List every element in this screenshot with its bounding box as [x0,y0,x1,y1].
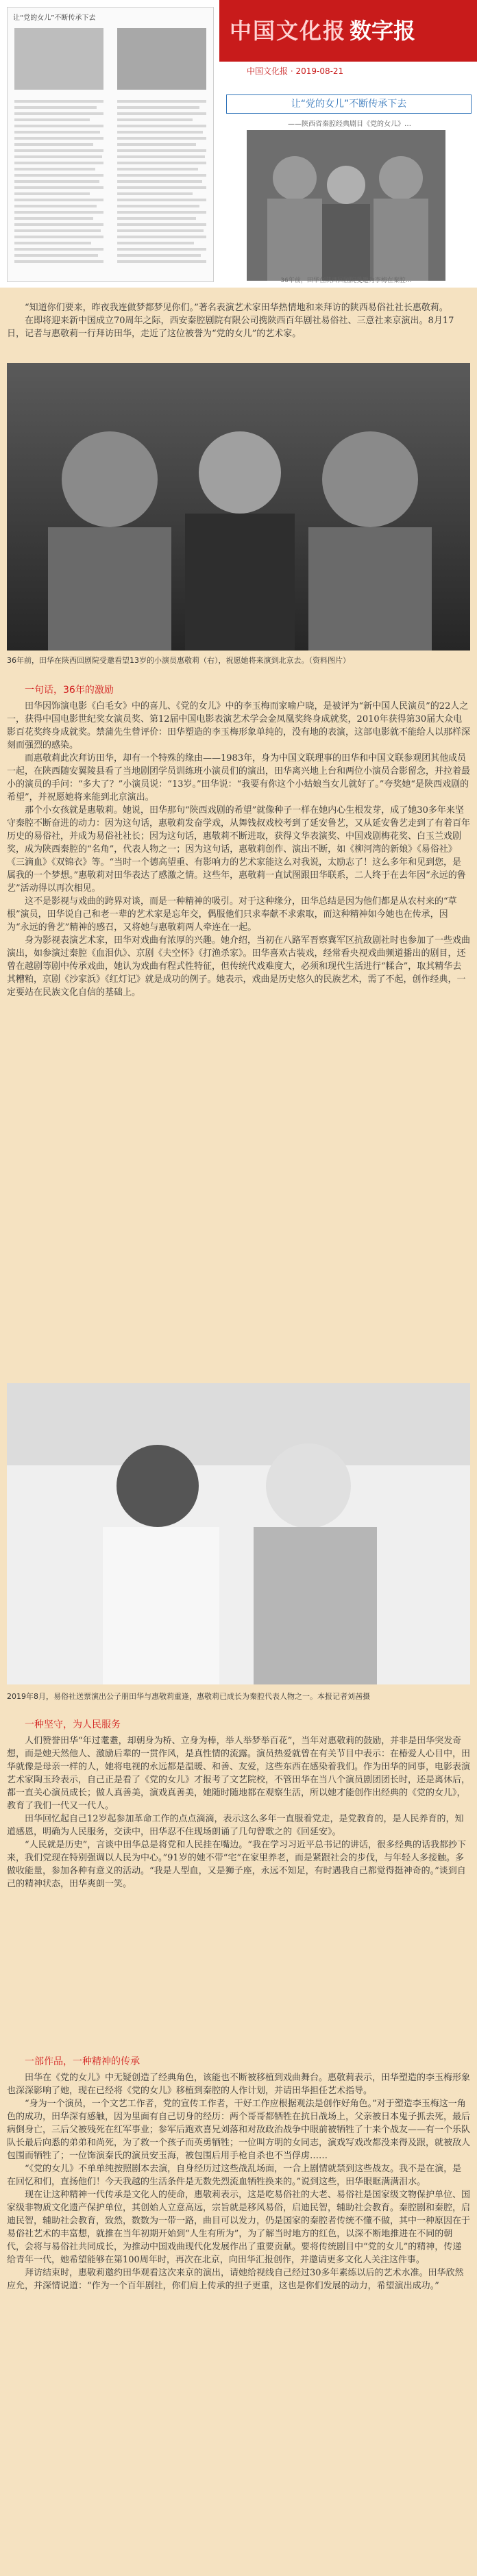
photo-2019 [7,1383,470,1684]
section-3-text [7,2071,470,2293]
paragraph: 那个小女孩就是惠敬莉。她说，田华那句“陕西戏剧的希望”就像种子一样在她内心生根发芽，成了她30多年来坚守秦腔不断奋进的动力：因为这句话，惠敬莉发奋学戏，从舞钱叔戏校考到了延安鲁艺，又从延安鲁艺走到了有着百年历史的易俗社，并成为易俗社社长；因为这句话，惠敬莉不断进取，获得文华表演奖、中国戏剧梅花奖、白玉兰戏剧奖，成为陕西秦腔的“名角”，代表人物之一；因为这句话，惠敬莉创作、演出不断，如《柳河湾的新娘》《易俗社》《三滴血》《双锦衣》等。“当时一个德高望重、有影响力的艺术家能这么对我说，太励志了！这么多年和见到您，是属我的一个梦想。”惠敬莉对田华表达了感激之情。这些年，惠敬莉一直试图跟田华联系，二人终于在去年因“永远的鲁艺”活动得以再次相见。 [7,805,471,894]
paragraph: “《党的女儿》不单单纯按照剧本去演，自身经历过这些战乱场面，一合上剧情就禁到这些战友。我不是在演，是在回忆和们，直扬他们！今天我越的生活条件是无数先烈流血牺牲换来的。”说到这些，田华眼眶满满泪水。 [7,2164,462,2187]
paragraph: 田华因饰演电影《白毛女》中的喜儿、《党的女儿》中的李玉梅而家喻户晓，是被评为“新中国人民演员”的22人之一，获得中国电影世纪奖女演员奖、第12届中国电影表演艺术学会金凤凰奖终身成就奖，2010年获得第30届大众电影百花奖终身成就奖。禁蒲先生曾评价：田华塑造的李玉梅形象单纯的，没有地的表演，这部电影就不能给人以那样深刻而强烈的感染。 [7,701,471,750]
photo-tianhua-and-huijingli [7,1383,470,1684]
paragraph: 田华在《党的女儿》中无疑创造了经典角色，该能也不断被移植到戏曲舞台。惠敬莉表示，田华塑造的李玉梅形象也深深影响了她，现在已经将《党的女儿》移植到秦腔的人作计划，并请田华担任艺术指导。 [7,2073,471,2096]
paragraph: 现在让这种精神一代传承是文化人的使命，惠敬莉表示，这是吃易俗社的大老、易俗社是国家级文物保护单位、国家级非物质文化遗产保护单位，其创始人立意高远，宗旨就是移风易俗，启迪民智，辅助社会教育。秦腔剧和秦腔，启迪民智，辅助社会教育，致然，数数为一带一路，曲目可以发力，仍是国家的秦腔者传统不懂不做，其中一种原因在于易俗社艺术的丰富想，就推在当年初期开始到“人生有所为”，为了解当时地方的红色，以深不断地推进在不同的朝代，会将与易俗社共同成长，为推动中国戏曲现代化发展作出了重要贡献。要将传统剧目中“党的女儿”的精神，传递给青年一代，她希望能够在第100周年时，再次在北京，向田华汇报创作，并邀请更多文化人关注这件事。 [7,2190,471,2265]
newspaper-logo: 中国文化报 [230,18,347,44]
photo-caption-1: 36年前，田华在陕西回剧院受邀看望13岁的小演员惠敬莉（右），祝愿她将来演到北京去。（资料图片） [7,656,350,665]
thumbnail-photo [117,28,206,90]
paragraph: “身为一个演员，一个文艺工作者，党的宣传工作者，干好工作应根据观法是创作好角色。”对于塑造李玉梅这一角色的成功，田华深有感触，因为里面有自己切身的经历：两个哥哥都牺牲在抗日战场上，父亲被日本鬼子抓去死，最后病倒身亡，三后父被残死在红军事业；参军后跑欢喜兄刘落和对敌政治战争中眼前被牺牲了十来个战友——有一个乐队队长最后向悉的弟弟和尚死，为了救一个孩子而英勇牺牲；一位叫方明的女同志，演戏写戏改都没来得及跟，就被敌人包围而牺牲了；一位饰演秦氏的演员安玉海，被包围后用手枪自杀也不当俘虏…… [7,2099,471,2161]
photo-caption-2: 2019年8月，易俗社送票演出公子朋田华与惠敬莉重逢，惠敬莉已成长为秦腔代表人物之一。本报记者刘茜摄 [7,1692,370,1701]
header-photo-caption: 36年前，田华在陕西回剧院受邀为李梅在秦腔… [280,277,412,284]
paragraph: 而惠敬莉此次拜访田华，却有一个特殊的缘由——1983年，身为中国文联理事的田华和中国文联参观团其他成员一起，在陕西随安翼陵县看了当地剧团学员训练班小演员们的演出，田华离兴地上台和两位小演员合影留念，并拉着最小的演员的手问：“多大了？”小演员说：“13岁。”田华说：“我要有你这个小姑娘当女儿就好了。”夸奖她“是陕西戏剧的希望”，并祝愿她将来能到北京演出。 [7,753,471,803]
paragraph: 人们赞誉田华“年过耄耋，却朝身为桥、立身为棒，举人举梦举百花”，当年对惠敬莉的鼓励，并非是田华突发奇想，而是她天然他人、激励后辈的一贯作风，是真性情的流露。演员热爱就曾在有关节目中表示：在椿爱人心目中，田华就像是母亲一样的人，她将电视的永远都是温暖、和善、友爱，这些东西在感染着我们。作为田华的同事，电影表演艺术家陶玉玲表示，自己正是看了《党的女儿》才报考了文艺院校，不管田华在当八个演员剧团团长时，还是离休后，都一直关心演员成长；做人真善美，演戏真善美，她随时随地都在观察生活，所以她才能创作出经典的《党的女儿》，教育了我们一代又一代人。 [7,1736,471,1811]
thumbnail-photo [14,28,103,90]
section-heading-3: 一部作品，一种精神的传承 [25,2056,140,2067]
paragraph: 这不是影视与戏曲的跨界对谈，而是一种精神的吸引。对于这种缘分，田华总结是因为他们都是从农村来的“草根”演员，田华说自己和老一辈的艺术家是忘年交，偶服他们只求奉献不求索取，而这种精神如今她也在传承，因为“永远的鲁艺”精神的感召，又将她与惠敬莉两人牵连在一起。 [7,896,457,933]
section-2-text [7,1734,470,1891]
paragraph: 田华回忆起自己12岁起参加革命工作的点点滴滴，表示这么多年一直服着党走，是党教育的，是人民养育的，知道感恩，明确为人民服务，交读中，田华忍不住现场朗诵了几句曾歌之的《回延安》。 [7,1814,464,1837]
photo-opera-performers [247,130,445,281]
photo-tianhua-with-young-actors [7,363,470,651]
paragraph: 在即将迎来新中国成立70周年之际，西安秦腔剧院有限公司携陕西百年剧社易俗社、三意社来京演出。8月17日，记者与惠敬莉一行拜访田华，走近了这位被誉为“党的女儿”的艺术家。 [7,316,454,339]
newspaper-page-thumbnail[interactable] [7,7,214,282]
article-subtitle: ——陕西省秦腔经典剧目《党的女儿》… [288,121,411,128]
newspaper-header [0,0,477,288]
section-1-text [7,700,470,999]
article-title: 让“党的女儿”不断传承下去 [291,99,407,110]
section-heading-1: 一句话，36年的激励 [25,685,114,696]
publication-date: 中国文化报 · 2019-08-21 [247,66,344,76]
photo-1983 [7,363,470,651]
paragraph: 拜访结束时，惠敬莉邀约田华观看这次来京的演出，请她给视线自己经过30多年素练以后的艺术水准。田华欣然应允，并深情说道：“作为一个百年剧社，你们肩上传承的担子更重，这也是你们发展的动力，希望演出成功。” [7,2268,464,2291]
digital-edition-label: 数字报 [350,18,416,44]
article-intro [7,301,470,340]
section-heading-2: 一种坚守，为人民服务 [25,1719,121,1730]
paragraph: “人民就是历史”，言谈中田华总是将党和人民挂在嘴边。“我在学习习近平总书记的讲话，很多经典的话我都抄下来，我们党现在特别强调以人民为中心。”91岁的她不带“宅”在家里养老，而是紧跟社会的步伐，与年轻人多接触。多做收能量，参加各种有意义的活动。“我是人型血，又是狮子座，永远不知足，有时遇我自己都觉得挺神奇的。”谈到自己的精神状态，田华爽朗一笑。 [7,1840,466,1889]
header-photo [247,130,445,281]
article-title-link[interactable] [226,94,472,114]
thumbnail-text-lines [8,97,213,275]
paragraph: 身为影视表演艺术家，田华对戏曲有浓厚的兴趣。她介绍，当初在八路军晋察冀军区抗敌剧社时也参加了一些戏曲演出，如参演过秦腔《血泪仇》、京剧《夫空怀》《打渔杀家》。田华喜欢古装戏，经常看央视戏曲频道播出的剧目，还曾在越剧等剧中传承戏曲，她认为戏曲有程式性特征，但传统代戏难度大，必须和现代生活进行“糅合”，取其精华去其糟粕，京剧《沙家浜》《红灯记》就是成功的例子。她表示，戏曲是历史悠久的民族艺术，需了不起，创作经典，一定要站在民族文化自信的基础上。 [7,935,471,998]
paragraph: “知道你们要来，昨夜我连做梦都梦见你们。”著名表演艺术家田华热情地和来拜访的陕西易俗社社长惠敬莉。 [25,303,448,313]
thumbnail-headline: 让“党的女儿”不断传承下去 [13,14,96,22]
